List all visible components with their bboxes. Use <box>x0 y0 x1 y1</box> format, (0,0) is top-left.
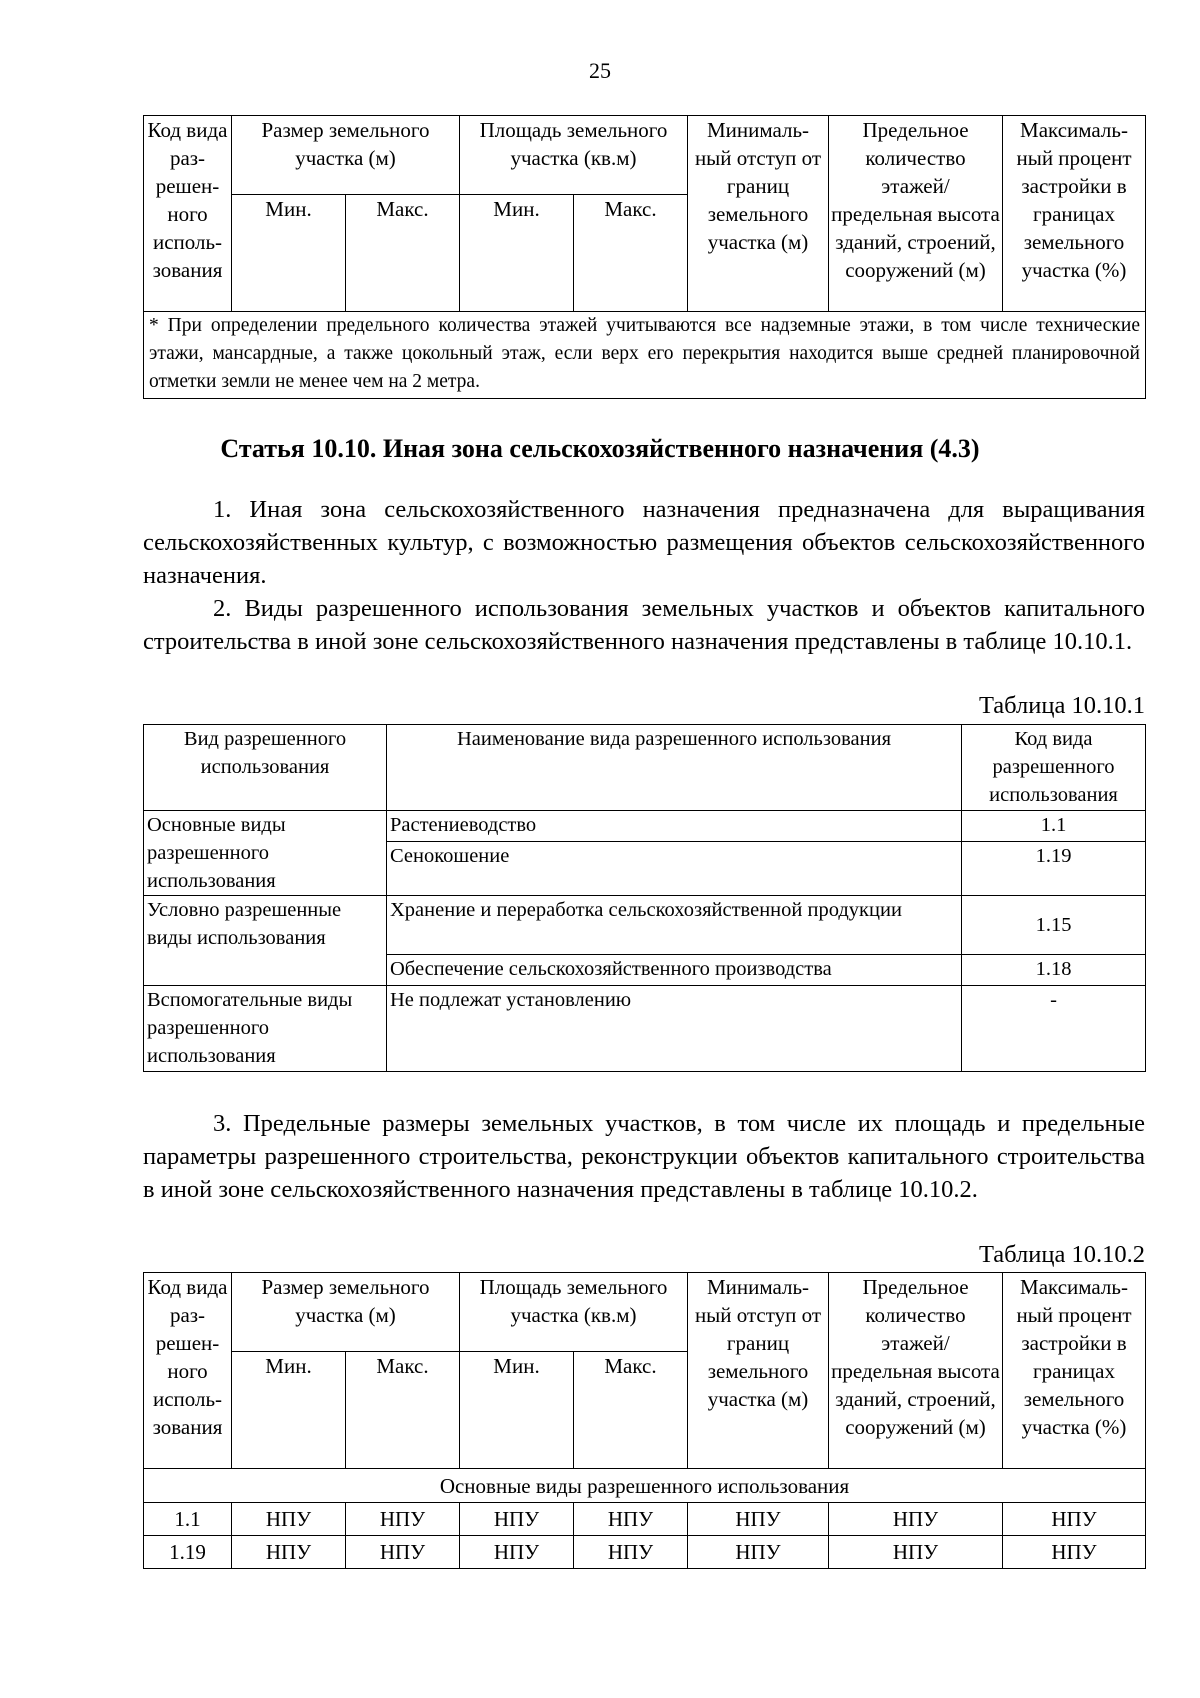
cell: НПУ <box>829 1536 1003 1569</box>
use-name: Хранение и переработка сельскохозяйственной продукции <box>387 896 962 955</box>
header-size-min: Мин. <box>232 195 346 312</box>
use-name: Обеспечение сельскохозяйственного производства <box>387 955 962 986</box>
table1-caption: Таблица 10.10.1 <box>978 692 1145 719</box>
page-number: 25 <box>589 58 611 83</box>
use-code: 1.18 <box>962 955 1146 986</box>
header-plot-area: Площадь земельного участка (кв.м) <box>460 116 688 195</box>
header-code: Код вида раз-решен-ного исполь-зования <box>144 1273 232 1469</box>
header-plot-size: Размер земельного участка (м) <box>232 116 460 195</box>
uses-header-name: Наименование вида разрешенного использования <box>387 725 962 811</box>
cell: НПУ <box>688 1503 829 1536</box>
uses-table <box>143 724 1146 1072</box>
group-conditional: Условно разрешенные виды использования <box>144 896 387 986</box>
header-floors: Предельное количество этажей/ предельная высота зданий, строений, сооружений (м) <box>829 1273 1003 1469</box>
group-auxiliary: Вспомогательные виды разрешенного использования <box>144 986 387 1072</box>
header-setback: Минималь-ный отступ от границ земельного участка (м) <box>688 1273 829 1469</box>
paragraph-3: 3. Предельные размеры земельных участков, в том числе их площадь и предельные параметры разрешенного строительства, реконструкции объектов капитального строительства в иной зоне сельскохозяйственного назначения представлены в таблице 10.10.2. <box>143 1110 1145 1203</box>
paragraph-1: 1. Иная зона сельскохозяйственного назначения предназначена для выращивания сельскохозяйственных культур, с возможностью размещения объектов сельскохозяйственного назначения. <box>143 496 1145 589</box>
use-name: Не подлежат установлению <box>387 986 962 1072</box>
cell: НПУ <box>346 1536 460 1569</box>
group-main: Основные виды разрешенного использования <box>144 811 387 896</box>
cell: 1.1 <box>144 1503 232 1536</box>
uses-header-kind: Вид разрешенного использования <box>144 725 387 811</box>
cell: НПУ <box>460 1536 574 1569</box>
header-coverage: Максималь-ный процент застройки в границах земельного участка (%) <box>1003 1273 1146 1469</box>
use-code: - <box>962 986 1146 1072</box>
header-size-max: Макс. <box>346 1352 460 1469</box>
cell: НПУ <box>1003 1536 1146 1569</box>
cell: НПУ <box>574 1503 688 1536</box>
use-name: Растениеводство <box>387 811 962 842</box>
header-size-max: Макс. <box>346 195 460 312</box>
use-name: Сенокошение <box>387 842 962 896</box>
table-row <box>144 1503 1146 1536</box>
section-row: Основные виды разрешенного использования <box>144 1469 1146 1503</box>
cell: НПУ <box>829 1503 1003 1536</box>
use-code: 1.19 <box>962 842 1146 896</box>
header-size-min: Мин. <box>232 1352 346 1469</box>
uses-header-code: Код вида разрешенного использования <box>962 725 1146 811</box>
paragraph-2: 2. Виды разрешенного использования земельных участков и объектов капитального строительства в иной зоне сельскохозяйственного назначения представлены в таблице 10.10.1. <box>143 595 1145 655</box>
params-table-top <box>143 115 1146 399</box>
article-title: Статья 10.10. Иная зона сельскохозяйственного назначения (4.3) <box>220 434 980 463</box>
use-code: 1.1 <box>962 811 1146 842</box>
header-setback: Минималь-ный отступ от границ земельного участка (м) <box>688 116 829 312</box>
cell: НПУ <box>232 1503 346 1536</box>
params-table-10-10-2 <box>143 1272 1146 1569</box>
header-area-max: Макс. <box>574 1352 688 1469</box>
cell: НПУ <box>574 1536 688 1569</box>
cell: НПУ <box>232 1536 346 1569</box>
header-floors: Предельное количество этажей/ предельная высота зданий, строений, сооружений (м) <box>829 116 1003 312</box>
header-area-min: Мин. <box>460 195 574 312</box>
cell: НПУ <box>1003 1503 1146 1536</box>
table2-caption: Таблица 10.10.2 <box>978 1241 1145 1268</box>
cell: НПУ <box>688 1536 829 1569</box>
header-plot-area: Площадь земельного участка (кв.м) <box>460 1273 688 1352</box>
header-area-min: Мин. <box>460 1352 574 1469</box>
table-row <box>144 1536 1146 1569</box>
use-code: 1.15 <box>962 896 1146 955</box>
cell: НПУ <box>460 1503 574 1536</box>
header-code: Код вида раз-решен-ного исполь-зования <box>144 116 232 312</box>
cell: 1.19 <box>144 1536 232 1569</box>
header-plot-size: Размер земельного участка (м) <box>232 1273 460 1352</box>
header-area-max: Макс. <box>574 195 688 312</box>
header-coverage: Максималь-ный процент застройки в границах земельного участка (%) <box>1003 116 1146 312</box>
floors-note: * При определении предельного количества этажей учитываются все надземные этажи, в том числе технические этажи, мансардные, а также цокольный этаж, если верх его перекрытия находится выше средней планировочной отметки земли не менее чем на 2 метра. <box>144 312 1146 399</box>
cell: НПУ <box>346 1503 460 1536</box>
